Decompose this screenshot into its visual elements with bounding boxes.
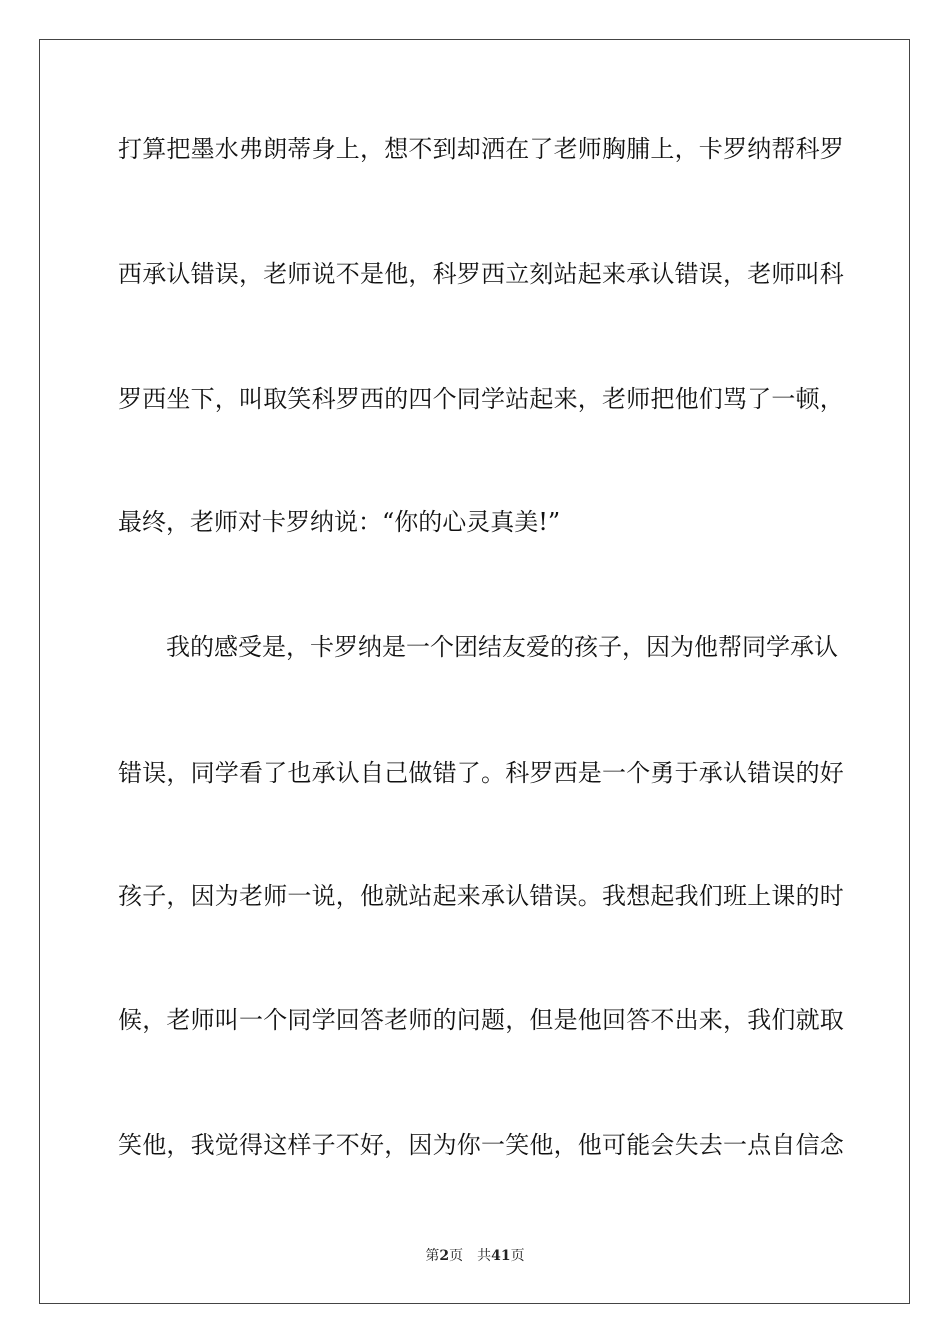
- page-prefix: 第: [425, 1248, 440, 1264]
- text-line: 西承认错误，老师说不是他，科罗西立刻站起来承认错误，老师叫科: [118, 260, 844, 288]
- page-footer: [0, 1247, 950, 1265]
- text-line: 打算把墨水弗朗蒂身上，想不到却洒在了老师胸脯上，卡罗纳帮科罗: [118, 135, 844, 163]
- text-line: 候，老师叫一个同学回答老师的问题，但是他回答不出来，我们就取: [118, 1006, 844, 1034]
- paragraph-start-line: 我的感受是，卡罗纳是一个团结友爱的孩子，因为他帮同学承认: [166, 633, 838, 661]
- page-suffix: 页: [449, 1248, 464, 1264]
- total-page-count: 41: [491, 1248, 511, 1264]
- text-line: 错误，同学看了也承认自己做错了。科罗西是一个勇于承认错误的好: [118, 759, 844, 787]
- total-prefix: 共: [477, 1248, 492, 1264]
- text-line: 罗西坐下，叫取笑科罗西的四个同学站起来，老师把他们骂了一顿，: [118, 385, 844, 413]
- text-line: 笑他，我觉得这样子不好，因为你一笑他，他可能会失去一点自信念: [118, 1131, 844, 1159]
- text-line: 最终，老师对卡罗纳说：“你的心灵真美!”: [118, 508, 561, 536]
- current-page-number: 2: [439, 1248, 450, 1264]
- page-border: [39, 39, 910, 1304]
- text-line: 孩子，因为老师一说，他就站起来承认错误。我想起我们班上课的时: [118, 882, 844, 910]
- total-suffix: 页: [510, 1248, 525, 1264]
